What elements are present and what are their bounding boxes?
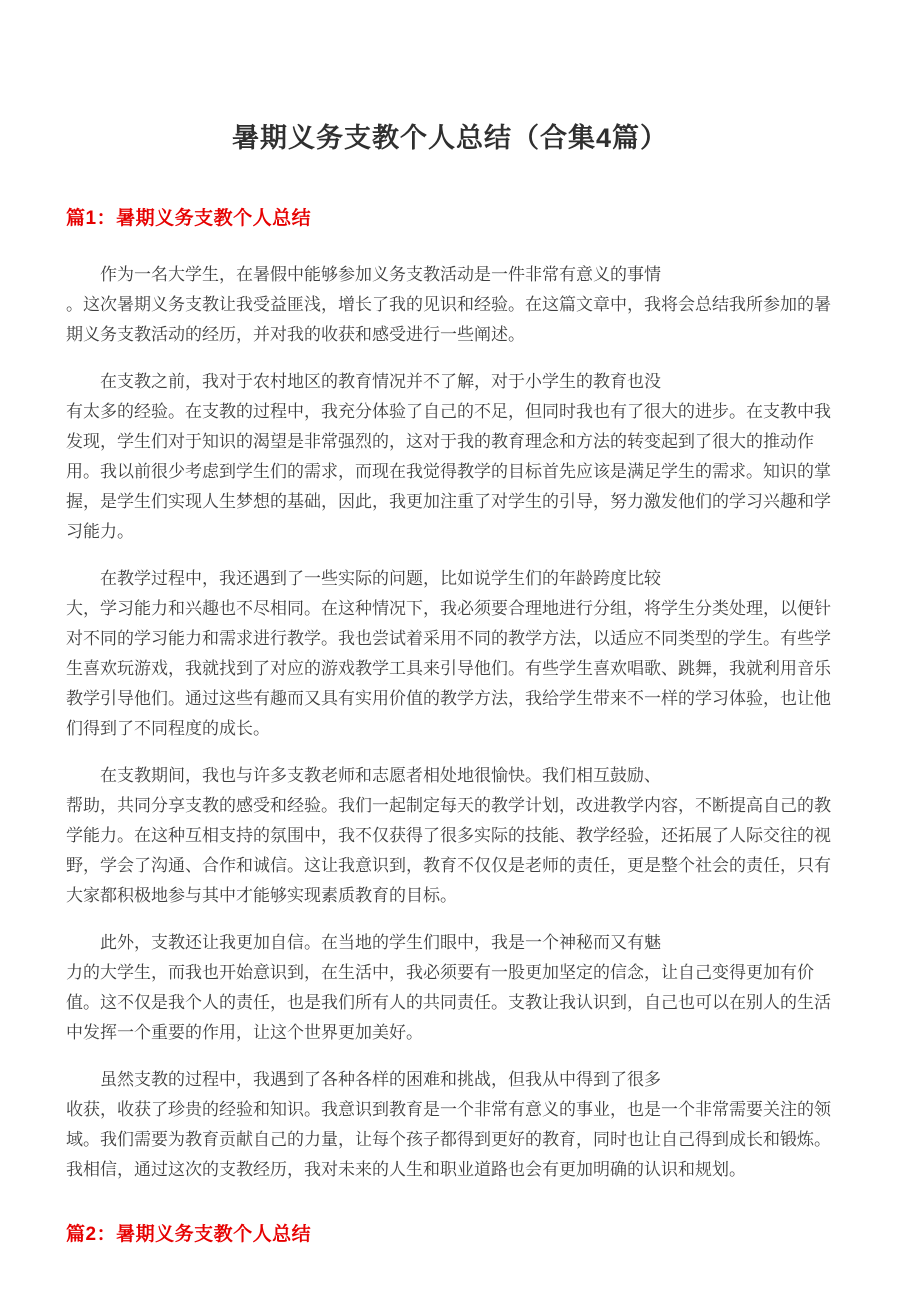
paragraph-5-body: 力的大学生，而我也开始意识到，在生活中，我必须要有一股更加坚定的信念，让自己变得更加有价值。这不仅是我个人的责任，也是我们所有人的共同责任。支教让我认识到，自己也可以在别人的生活中发挥一个重要的作用，让这个世界更加美好。 (66, 963, 831, 1042)
paragraph-4 (66, 761, 834, 911)
paragraph-1-body: 。这次暑期义务支教让我受益匪浅，增长了我的见识和经验。在这篇文章中，我将会总结我所参加的暑期义务支教活动的经历，并对我的收获和感受进行一些阐述。 (66, 295, 831, 344)
paragraph-6 (66, 1065, 834, 1185)
paragraph-6-body: 收获，收获了珍贵的经验和知识。我意识到教育是一个非常有意义的事业，也是一个非常需要关注的领域。我们需要为教育贡献自己的力量，让每个孩子都得到更好的教育，同时也让自己得到成长和锻炼。我相信，通过这次的支教经历，我对未来的人生和职业道路也会有更加明确的认识和规划。 (66, 1100, 831, 1179)
paragraph-1-first-line: 作为一名大学生，在暑假中能够参加义务支教活动是一件非常有意义的事情 (100, 265, 661, 284)
section-1-heading: 篇1：暑期义务支教个人总结 (66, 208, 312, 229)
paragraph-6-first-line: 虽然支教的过程中，我遇到了各种各样的困难和挑战，但我从中得到了很多 (100, 1070, 661, 1089)
paragraph-5 (66, 928, 834, 1048)
document-title: 暑期义务支教个人总结（合集4篇） (231, 123, 668, 153)
paragraph-3 (66, 564, 834, 744)
paragraph-3-first-line: 在教学过程中，我还遇到了一些实际的问题，比如说学生们的年龄跨度比较 (100, 569, 661, 588)
paragraph-3-body: 大，学习能力和兴趣也不尽相同。在这种情况下，我必须要合理地进行分组，将学生分类处理，以便针对不同的学习能力和需求进行教学。我也尝试着采用不同的教学方法，以适应不同类型的学生。有些学生喜欢玩游戏，我就找到了对应的游戏教学工具来引导他们。有些学生喜欢唱歌、跳舞，我就利用音乐教学引导他们。通过这些有趣而又具有实用价值的教学方法，我给学生带来不一样的学习体验，也让他们得到了不同程度的成长。 (66, 599, 831, 738)
paragraph-2 (66, 367, 834, 547)
section-2-heading: 篇2：暑期义务支教个人总结 (66, 1224, 312, 1245)
paragraph-2-body: 有太多的经验。在支教的过程中，我充分体验了自己的不足，但同时我也有了很大的进步。在支教中我发现，学生们对于知识的渴望是非常强烈的，这对于我的教育理念和方法的转变起到了很大的推动作用。我以前很少考虑到学生们的需求，而现在我觉得教学的目标首先应该是满足学生的需求。知识的掌握，是学生们实现人生梦想的基础，因此，我更加注重了对学生的引导，努力激发他们的学习兴趣和学习能力。 (66, 402, 831, 541)
paragraph-1 (66, 260, 834, 350)
paragraph-5-first-line: 此外，支教还让我更加自信。在当地的学生们眼中，我是一个神秘而又有魅 (100, 933, 661, 952)
paragraph-4-body: 帮助，共同分享支教的感受和经验。我们一起制定每天的教学计划，改进教学内容，不断提高自己的教学能力。在这种互相支持的氛围中，我不仅获得了很多实际的技能、教学经验，还拓展了人际交往的视野，学会了沟通、合作和诚信。这让我意识到，教育不仅仅是老师的责任，更是整个社会的责任，只有大家都积极地参与其中才能够实现素质教育的目标。 (66, 796, 831, 905)
paragraph-4-first-line: 在支教期间，我也与许多支教老师和志愿者相处地很愉快。我们相互鼓励、 (100, 766, 661, 785)
paragraph-2-first-line: 在支教之前，我对于农村地区的教育情况并不了解，对于小学生的教育也没 (100, 372, 661, 391)
